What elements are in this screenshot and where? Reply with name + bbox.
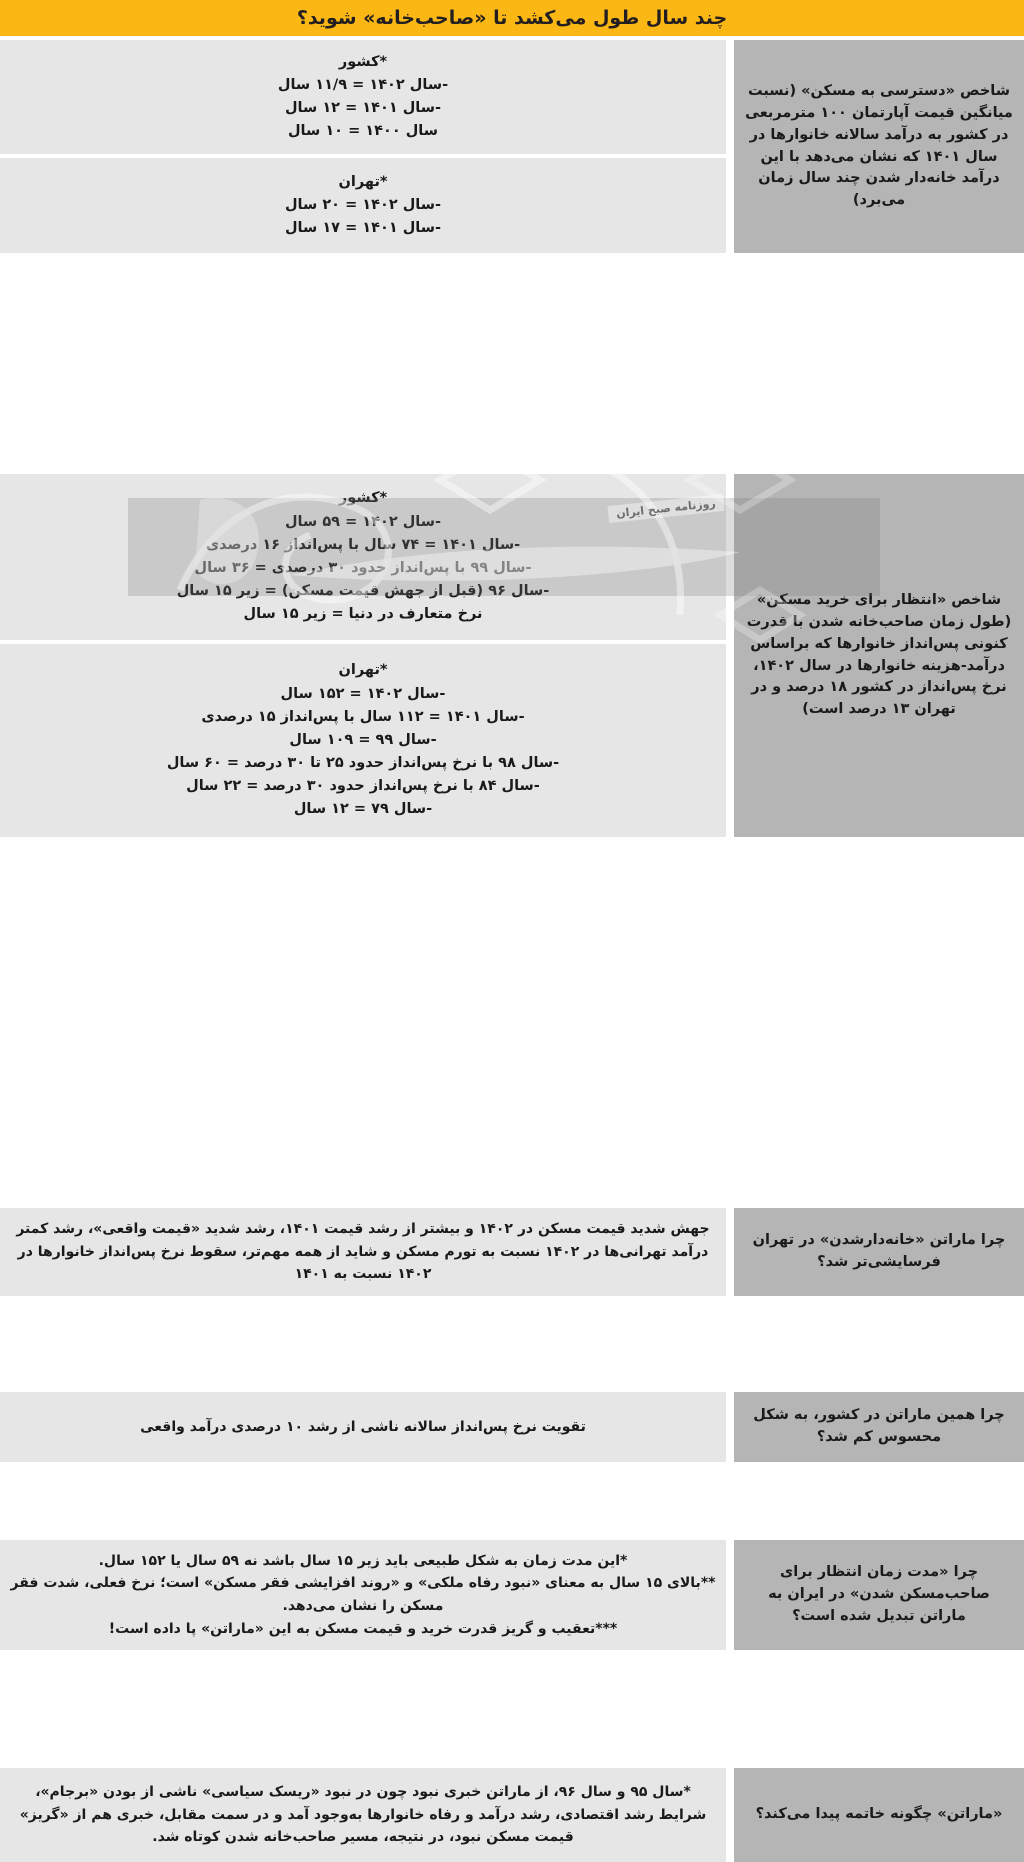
answer-line: -سال ۱۴۰۱ = ۱۲ سال [284,100,442,116]
row-header-why-country [734,1392,1024,1462]
answer-line: -سال ۹۹ با پس‌انداز حدود ۳۰ درصدی = ۳۶ سال [194,560,532,576]
watermark-tagline: روزنامه صبح ایران [607,494,724,523]
answer-why-marathon [0,1540,726,1650]
answer-line: -سال ۹۹ = ۱۰۹ سال [289,731,437,748]
page-title: چند سال طول می‌کشد تا «صاحب‌خانه» شوید؟ [296,6,728,29]
answer-line: -سال ۹۶ (قبل از جهش قیمت مسکن) = زیر ۱۵ سال [176,583,550,600]
row-header-how-end [734,1768,1024,1862]
row-header-why-marathon [734,1540,1024,1650]
table-row [0,257,1024,818]
answer-waiting-country [0,474,726,640]
question-text: شاخص «دسترسی به مسکن» (نسبت میانگین قیمت آپارتمان ۱۰۰ مترمربعی در کشور به درآمد سالانه خانوارها در سال ۱۴۰۱ که نشان می‌دهد با این درآمد خانه‌دار شدن چند سال زمان می‌برد) [745,83,1013,208]
answer-line: -سال ۱۴۰۲ = ۱۱/۹ سال [277,76,449,93]
question-text: چرا «مدت زمان انتظار برای صاحب‌مسکن شدن» در ایران به ماراتن تبدیل شده است؟ [768,1564,990,1624]
answer-line: -سال ۱۴۰۲ = ۱۵۲ سال [280,685,446,702]
answer-line: -سال ۷۹ = ۱۲ سال [293,801,433,818]
question-text: شاخص «انتظار برای خرید مسکن» (طول زمان صاحب‌خانه شدن با قدرت کنونی پس‌انداز خانوارها که براساس درآمد-هزینه خانوارها در سال ۱۴۰۲، نرخ پس‌انداز در کشور ۱۸ درصد و در تهران ۱۳ درصد است) [746,592,1012,717]
page-title-bar [0,0,1024,36]
answer-line: -سال ۹۸ با نرخ پس‌انداز حدود ۲۵ تا ۳۰ درصد = ۶۰ سال [166,755,560,772]
answer-line: -سال ۱۴۰۱ = ۱۱۲ سال با پس‌انداز ۱۵ درصدی [201,708,525,725]
answer-why-country [0,1392,726,1462]
question-text: چرا همین ماراتن در کشور، به شکل محسوس کم شد؟ [753,1407,1005,1445]
answer-line: *کشور [338,53,388,70]
answer-access-tehran [0,158,726,253]
answer-line: *تهران [338,662,388,679]
answer-line: -سال ۱۴۰۱ = ۷۴ سال با پس‌انداز ۱۶ درصدی [205,536,521,553]
answer-line: -سال ۸۴ با نرخ پس‌انداز حدود ۳۰ درصد = ۲۲ سال [186,778,540,795]
answer-line: -سال ۱۴۰۱ = ۱۷ سال [284,220,442,237]
table-row [0,40,1024,253]
answer-line: جهش شدید قیمت مسکن در ۱۴۰۲ و بیشتر از رشد قیمت ۱۴۰۱، رشد شدید «قیمت واقعی»، رشد کمتر درآمد تهرانی‌ها در ۱۴۰۲ نسبت به تورم مسکن و شاید از همه مهم‌تر، سقوط نرخ پس‌انداز خانوارها در ۱۴۰۲ نسبت به ۱۴۰۱ [16,1220,710,1283]
answer-line: تقویت نرخ پس‌انداز سالانه ناشی از رشد ۱۰ درصدی درآمد واقعی [140,1418,586,1435]
answer-line: **بالای ۱۵ سال به معنای «نبود رفاه ملکی» و «روند افزایشی فقر مسکن» است؛ نرخ فعلی، شدت فقر مسکن را نشان می‌دهد. [10,1575,716,1614]
row-header-why-tehran [734,1208,1024,1296]
answer-line: *سال ۹۵ و سال ۹۶، از ماراتن خبری نبود چون در نبود «ریسک سیاسی» ناشی از بودن «برجام»، شرایط رشد اقتصادی، رشد درآمد و رفاه خانوارها به‌وجود آمد و در سمت مقابل، خبری هم از «گریز» قیمت مسکن نبود، در نتیجه، مسیر صاحب‌خانه شدن کوتاه شد. [19,1783,707,1846]
answer-line: -سال ۱۴۰۲ = ۵۹ سال [284,513,442,530]
comparison-table [0,40,1024,1846]
answer-line: ***تعقیب و گریز قدرت خرید و قیمت مسکن به این «ماراتن» پا داده است! [108,1620,618,1637]
answer-line: -سال ۱۴۰۲ = ۲۰ سال [284,196,442,213]
answer-line: نرخ متعارف در دنیا = زیر ۱۵ سال [243,606,483,623]
answer-line: *تهران [338,173,388,190]
answer-line: *کشور [338,490,388,507]
answer-access-country [0,40,726,154]
row-header-access-index [734,40,1024,253]
question-text: چرا ماراتن «خانه‌دارشدن» در تهران فرسایشی‌تر شد؟ [752,1232,1006,1270]
answer-line: سال ۱۴۰۰ = ۱۰ سال [287,123,439,140]
question-text: «ماراتن» چگونه خاتمه پیدا می‌کند؟ [755,1806,1003,1823]
answer-line: *این مدت زمان به شکل طبیعی باید زیر ۱۵ سال باشد نه ۵۹ سال یا ۱۵۲ سال. [98,1552,628,1569]
answer-how-end [0,1768,726,1862]
answer-why-tehran [0,1208,726,1296]
